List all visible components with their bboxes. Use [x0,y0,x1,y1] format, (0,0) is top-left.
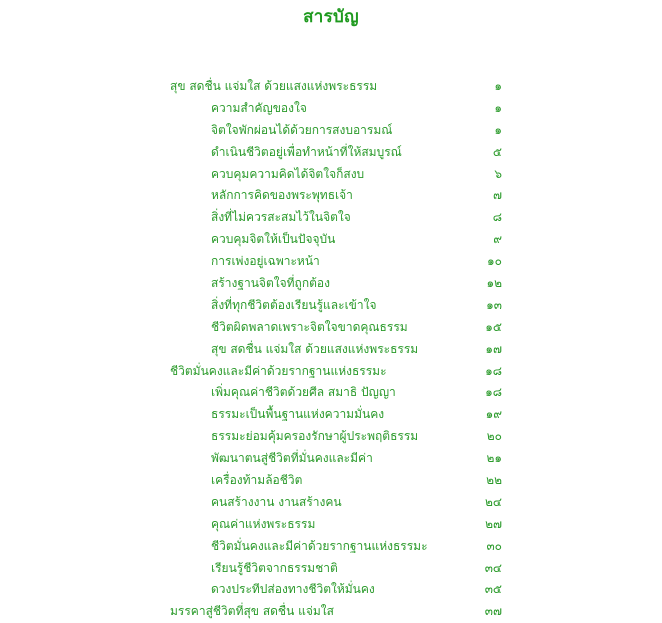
toc-chapter-title: มรรคาสู่ชีวิตที่สุข สดชื่น แจ่มใส [170,604,334,619]
toc-entry [0,317,662,339]
toc-entry [0,251,662,273]
toc-section-title: เรียนรู้ชีวิตจากธรรมชาติ [211,560,338,575]
toc-page-number: ๑ [494,79,502,93]
toc-page-number: ๑๘ [485,363,502,378]
toc-section-title: ควบคุมความคิดได้จิตใจก็สงบ [211,166,365,181]
toc-page-number: ๑๓ [486,297,502,312]
toc-section-title: คุณค่าแห่งพระธรรม [211,516,316,531]
toc-page-number: ๒๔ [485,494,502,509]
toc-section-title: ควบคุมจิตให้เป็นปัจจุบัน [211,232,336,247]
toc-entry [0,120,662,142]
toc-page-number: ๑๒ [486,276,502,291]
toc-page-number: ๒๗ [485,516,502,531]
toc-section-title: ดวงประทีปส่องทางชีวิตให้มั่นคง [211,582,375,597]
toc-section-title: การเพ่งอยู่เฉพาะหน้า [211,254,320,269]
toc-page-number: ๑๕ [485,319,502,334]
toc-section-title: เครื่องท้ามล้อชีวิต [211,473,303,488]
toc-section-title: สิ่งที่ไม่ควรสะสมไว้ในจิตใจ [211,210,351,225]
toc-chapter-title: สุข สดชื่น แจ่มใส ด้วยแสงแห่งพระธรรม [170,79,378,93]
toc-section-title: หลักการคิดของพระพุทธเจ้า [211,188,353,203]
toc-entry [0,229,662,251]
table-of-contents [0,76,662,623]
toc-page-number: ๑๘ [485,385,502,400]
toc-section-title: ชีวิตผิดพลาดเพราะจิตใจขาดคุณธรรม [211,319,408,334]
toc-page-number: ๕ [492,144,502,159]
toc-entry [0,273,662,295]
toc-entry [0,470,662,492]
toc-page-number: ๓๗ [484,604,502,619]
toc-page-number: ๓๕ [484,582,502,597]
toc-page-number: ๙ [493,232,502,247]
toc-section-title: สุข สดชื่น แจ่มใส ด้วยแสงแห่งพระธรรม [211,341,419,356]
toc-page-number: ๓๐ [486,538,502,553]
toc-entry [0,76,662,98]
toc-entry [0,361,662,383]
toc-page-number: ๒๑ [486,451,502,466]
toc-section-title: สิ่งที่ทุกชีวิตต้องเรียนรู้และเข้าใจ [211,297,377,312]
toc-entry [0,579,662,601]
toc-page-number: ๑ [494,122,502,137]
toc-entry [0,295,662,317]
toc-chapter-title: ชีวิตมั่นคงและมีค่าด้วยรากฐานแห่งธรรมะ [170,363,387,378]
toc-page-number: ๗ [492,188,502,203]
toc-page-number: ๑๙ [485,407,502,422]
toc-section-title: พัฒนาตนสู่ชีวิตที่มั่นคงและมีค่า [211,451,373,466]
toc-section-title: ชีวิตมั่นคงและมีค่าด้วยรากฐานแห่งธรรมะ [211,538,428,553]
toc-entry [0,601,662,623]
toc-entry [0,207,662,229]
toc-section-title: ความสำคัญของใจ [211,100,307,115]
toc-page-number: ๓๔ [484,560,502,575]
toc-entry [0,536,662,558]
toc-section-title: สร้างฐานจิตใจที่ถูกต้อง [211,276,330,291]
toc-entry [0,558,662,580]
toc-entry [0,98,662,120]
toc-page-number: ๒๒ [486,473,502,488]
toc-page-number: ๘ [492,210,502,225]
page-title: สารบัญ [303,7,359,27]
toc-page-number: ๑๐ [487,254,502,269]
toc-entry [0,448,662,470]
toc-entry [0,404,662,426]
toc-section-title: ธรรมะย่อมคุ้มครองรักษาผู้ประพฤติธรรม [211,429,419,444]
toc-section-title: ธรรมะเป็นพื้นฐานแห่งความมั่นคง [211,407,385,422]
toc-entry [0,426,662,448]
toc-section-title: คนสร้างงาน งานสร้างคน [211,494,342,509]
toc-entry [0,339,662,361]
toc-entry [0,382,662,404]
toc-entry [0,164,662,186]
toc-section-title: เพิ่มคุณค่าชีวิตด้วยศีล สมาธิ ปัญญา [211,385,396,400]
toc-entry [0,142,662,164]
toc-section-title: จิตใจพักผ่อนได้ด้วยการสงบอารมณ์ [211,122,393,137]
toc-entry [0,492,662,514]
toc-section-title: ดำเนินชีวิตอยู่เพื่อทำหน้าที่ให้สมบูรณ์ [211,144,402,159]
toc-page-number: ๑ [494,100,502,115]
toc-page-number: ๖ [494,166,502,181]
toc-page-number: ๑๗ [485,341,502,356]
toc-entry [0,514,662,536]
toc-page-number: ๒๐ [486,429,502,444]
toc-entry [0,185,662,207]
